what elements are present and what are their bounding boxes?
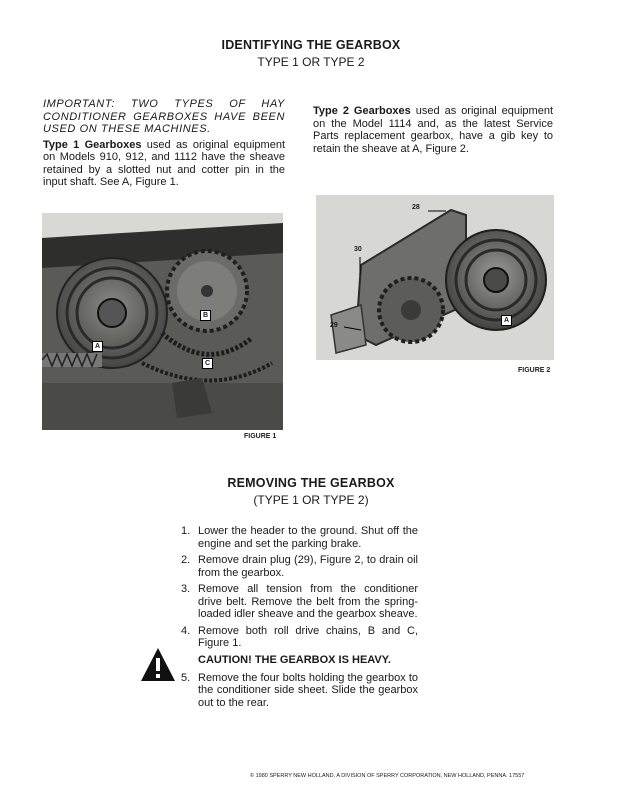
figure1-caption: FIGURE 1 [244, 433, 277, 440]
figure2-label-28: 28 [412, 204, 420, 211]
steps-list [181, 525, 418, 713]
copyright-footer: © 1980 SPERRY NEW HOLLAND, A DIVISION OF SPERRY CORPORATION, NEW HOLLAND, PENNA. 17557 [250, 773, 525, 779]
type2-paragraph [313, 105, 553, 155]
figure2-label-30: 30 [354, 246, 362, 253]
figure1-photo [42, 213, 283, 430]
figure1-label-a: A [92, 341, 103, 352]
type1-lead: Type 1 Gearboxes [43, 138, 142, 151]
figure1-label-b: B [200, 310, 211, 321]
figure2-label-29: 29 [330, 322, 338, 329]
type2-text: used as original equipment on the Model 1114 and, as the latest Service Parts replacement gearbox, have a gib key to retain the sheave at A, Figure 2. [313, 105, 554, 155]
type2-lead: Type 2 Gearboxes [313, 105, 411, 117]
list-item: 1. Lower the header to the ground. Shut off the engine and set the parking brake. [181, 525, 418, 550]
list-item: 3. Remove all tension from the conditioner drive belt. Remove the belt from the spring-loaded idler sheave and the gearbox sheave. [181, 583, 418, 620]
caution-text: CAUTION! THE GEARBOX IS HEAVY. [198, 653, 391, 666]
page-title: IDENTIFYING THE GEARBOX [221, 38, 401, 52]
left-column [43, 98, 285, 189]
type1-text: used as original equipment on Models 910, 912, and 1112 have the sheave retained by a slotted nut and cotter pin in the input shaft. See A, Figure 1. [43, 138, 286, 188]
page-subtitle: TYPE 1 OR TYPE 2 [257, 55, 365, 69]
list-item: 5. Remove the four bolts holding the gearbox to the conditioner side sheet. Slide the gearbox out to the rear. [181, 671, 418, 709]
type1-paragraph [43, 139, 285, 189]
important-note: IMPORTANT: TWO TYPES OF HAY CONDITIONER GEARBOXES HAVE BEEN USED ON THESE MACHINES. [43, 98, 285, 135]
list-item: 2. Remove drain plug (29), Figure 2, to drain oil from the gearbox. [181, 554, 418, 579]
warning-icon [140, 647, 176, 683]
figure2-label-a: A [501, 315, 512, 326]
figure2-photo [316, 195, 554, 360]
right-column [313, 105, 553, 155]
section-subtitle: (TYPE 1 OR TYPE 2) [253, 493, 369, 507]
list-item: 4. Remove both roll drive chains, B and C, Figure 1. [181, 624, 418, 649]
figure2-caption: FIGURE 2 [518, 367, 551, 374]
figure1-label-c: C [202, 358, 213, 369]
section-title: REMOVING THE GEARBOX [227, 476, 395, 490]
